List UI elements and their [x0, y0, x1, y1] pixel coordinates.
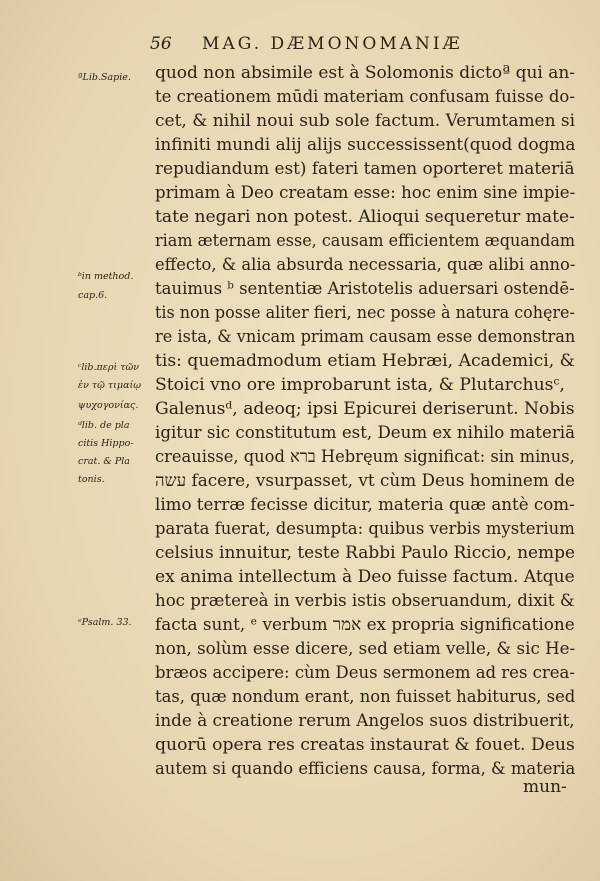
folio-number: 56 — [150, 34, 172, 54]
text-line: igitur sic constitutum est, Deum ex nihilo materiā — [155, 423, 576, 443]
margin-note: tonis. — [78, 474, 105, 485]
margin-note: ᵈlib. de pla — [78, 420, 130, 431]
text-line: primam à Deo creatam esse: hoc enim sine impie- — [155, 183, 576, 203]
text-line: hoc prætereà in verbis istis obseruandum, dixit & — [155, 591, 575, 611]
margin-note: ᵇin method. — [78, 271, 134, 282]
text-line: autem si quando efficiens causa, forma, & materia — [155, 759, 576, 779]
text-line: effecto, & alia absurda necessaria, quæ alibi anno- — [155, 255, 576, 275]
text-line: limo terræ fecisse dicitur, materia quæ antè com- — [155, 495, 575, 515]
running-head — [150, 34, 463, 54]
margin-note: ᵉPsalm. 33. — [78, 617, 132, 628]
text-line: Stoici vno ore improbarunt ista, & Plutarchusᶜ, — [155, 375, 565, 395]
text-line: quod non absimile est à Solomonis dictoª qui an- — [155, 63, 576, 83]
margin-note: ψυχογονίας. — [78, 400, 139, 411]
text-line: tauimus ᵇ sententiæ Aristotelis aduersari ostendē- — [155, 279, 575, 299]
text-line: quorū opera res creatas instaurat & fouet. Deus — [155, 735, 575, 755]
text-line: non, solùm esse dicere, sed etiam velle, & sic He- — [155, 639, 576, 659]
text-line: inde à creatione rerum Angelos suos distribuerit, — [155, 711, 575, 731]
catchword: mun- — [523, 777, 567, 797]
margin-note: ἐν τῷ τιμαίῳ — [78, 380, 141, 391]
margin-note: crat. & Pla — [78, 456, 130, 467]
margin-note: cap.6. — [78, 290, 108, 301]
margin-note: citis Hippo- — [78, 438, 134, 449]
text-line: facta sunt, ᵉ verbum אמר ex propria significatione — [155, 615, 575, 635]
text-line: cet, & nihil noui sub sole factum. Verumtamen si — [155, 111, 576, 131]
text-line: infiniti mundi alij alijs successissent(quod dogma — [155, 135, 576, 155]
text-line: ex anima intellectum à Deo fuisse factum. Atque — [155, 567, 575, 587]
text-line: te creationem mūdi materiam confusam fuisse do- — [155, 87, 575, 107]
text-line: tis non posse aliter fieri, nec posse à natura cohęre- — [155, 303, 575, 323]
margin-note: ᶜlib.περὶ τῶν — [78, 362, 139, 373]
text-line: tas, quæ nondum erant, non fuisset habiturus, sed — [155, 687, 576, 707]
text-line: bræos accipere: cùm Deus sermonem ad res crea- — [155, 663, 575, 683]
text-line: Galenusᵈ, adeoq; ipsi Epicurei deriserunt. Nobis — [155, 399, 575, 419]
text-line: re ista, & vnicam primam causam esse demonstran — [155, 327, 576, 347]
text-line: repudiandum est) fateri tamen oporteret materiā — [155, 159, 575, 179]
text-line: tate negari non potest. Alioqui sequeretur mate- — [155, 207, 575, 227]
text-line: tis: quemadmodum etiam Hebræi, Academici, & — [155, 351, 575, 371]
text-line: creauisse, quod ברא Hebręum significat: sin minus, — [155, 447, 575, 467]
text-line: celsius innuitur, teste Rabbi Paulo Riccio, nempe — [155, 543, 575, 563]
text-line: parata fuerat, desumpta: quibus verbis mysterium — [155, 519, 575, 539]
text-line: עשה facere, vsurpasset, vt cùm Deus hominem de — [155, 471, 575, 491]
text-line: riam æternam esse, causam efficientem æquandam — [155, 231, 576, 251]
margin-note: ªLib.Sapie. — [78, 72, 131, 83]
running-title: MAG. DÆMONOMANIÆ — [202, 34, 463, 54]
